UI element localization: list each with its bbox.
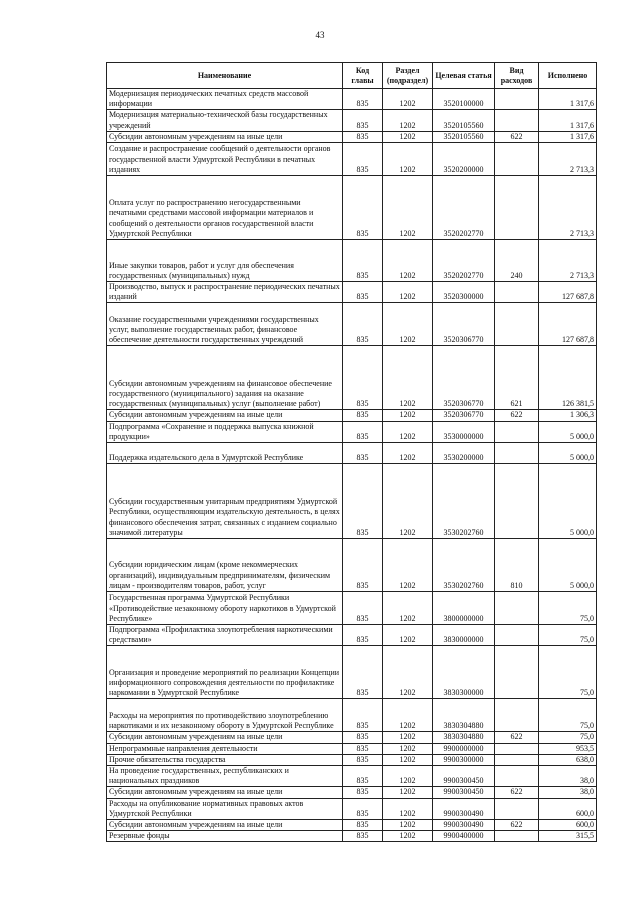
cell-executed: 2 713,3	[539, 176, 597, 240]
cell-target-article: 3530200000	[433, 443, 495, 464]
cell-executed: 75,0	[539, 646, 597, 699]
table-row	[107, 646, 597, 699]
cell-name: Иные закупки товаров, работ и услуг для обеспечения государственных (муниципальных) нужд	[107, 240, 343, 282]
cell-section: 1202	[383, 282, 433, 303]
cell-chapter-code: 835	[343, 143, 383, 176]
cell-target-article: 3520100000	[433, 89, 495, 110]
cell-executed: 2 713,3	[539, 240, 597, 282]
cell-section: 1202	[383, 798, 433, 819]
cell-expense-type: 240	[495, 240, 539, 282]
table-row	[107, 732, 597, 743]
table-row	[107, 539, 597, 592]
cell-expense-type	[495, 176, 539, 240]
cell-expense-type: 622	[495, 820, 539, 831]
cell-name: Оплата услуг по распространению негосударственными печатными средствами массовой информации материалов и сообщений о деятельности органов государственной власти Удмуртской Республики	[107, 176, 343, 240]
cell-chapter-code: 835	[343, 820, 383, 831]
cell-expense-type	[495, 464, 539, 539]
cell-section: 1202	[383, 110, 433, 131]
cell-expense-type	[495, 798, 539, 819]
cell-name: Субсидии автономным учреждениям на иные цели	[107, 787, 343, 798]
header-target-article: Целевая статья	[433, 63, 495, 89]
cell-executed: 2 713,3	[539, 143, 597, 176]
cell-section: 1202	[383, 464, 433, 539]
cell-chapter-code: 835	[343, 732, 383, 743]
table-row	[107, 176, 597, 240]
cell-chapter-code: 835	[343, 303, 383, 346]
table-row	[107, 240, 597, 282]
cell-name: Модернизация периодических печатных средств массовой информации	[107, 89, 343, 110]
cell-chapter-code: 835	[343, 443, 383, 464]
table-body	[107, 89, 597, 842]
cell-expense-type	[495, 625, 539, 646]
cell-chapter-code: 835	[343, 410, 383, 421]
table-row	[107, 110, 597, 131]
cell-chapter-code: 835	[343, 743, 383, 754]
cell-executed: 75,0	[539, 699, 597, 732]
cell-target-article: 3830304880	[433, 732, 495, 743]
table-row	[107, 766, 597, 787]
cell-chapter-code: 835	[343, 646, 383, 699]
table-row	[107, 625, 597, 646]
cell-target-article: 9900300000	[433, 754, 495, 765]
table-row	[107, 89, 597, 110]
cell-executed: 127 687,8	[539, 282, 597, 303]
cell-target-article: 9900000000	[433, 743, 495, 754]
cell-chapter-code: 835	[343, 421, 383, 442]
cell-executed: 126 381,5	[539, 346, 597, 410]
cell-executed: 5 000,0	[539, 443, 597, 464]
cell-chapter-code: 835	[343, 539, 383, 592]
cell-target-article: 3520306770	[433, 410, 495, 421]
cell-name: Расходы на опубликование нормативных правовых актов Удмуртской Республики	[107, 798, 343, 819]
table-row	[107, 798, 597, 819]
cell-expense-type: 622	[495, 410, 539, 421]
table-row	[107, 143, 597, 176]
cell-executed: 38,0	[539, 787, 597, 798]
cell-chapter-code: 835	[343, 240, 383, 282]
cell-name: Государственная программа Удмуртской Республики «Противодействие незаконному обороту наркотиков в Удмуртской Республике»	[107, 592, 343, 625]
cell-section: 1202	[383, 787, 433, 798]
cell-executed: 953,5	[539, 743, 597, 754]
cell-expense-type	[495, 421, 539, 442]
cell-section: 1202	[383, 831, 433, 842]
cell-section: 1202	[383, 646, 433, 699]
cell-section: 1202	[383, 240, 433, 282]
cell-expense-type	[495, 592, 539, 625]
cell-expense-type	[495, 699, 539, 732]
cell-section: 1202	[383, 592, 433, 625]
cell-expense-type: 622	[495, 131, 539, 142]
table-row	[107, 699, 597, 732]
cell-name: Резервные фонды	[107, 831, 343, 842]
cell-section: 1202	[383, 539, 433, 592]
cell-expense-type	[495, 766, 539, 787]
cell-expense-type: 622	[495, 787, 539, 798]
table-row	[107, 831, 597, 842]
cell-executed: 5 000,0	[539, 464, 597, 539]
cell-target-article: 3530202760	[433, 464, 495, 539]
cell-name: Субсидии автономным учреждениям на иные цели	[107, 820, 343, 831]
cell-expense-type	[495, 89, 539, 110]
cell-executed: 75,0	[539, 732, 597, 743]
cell-target-article: 3520105560	[433, 131, 495, 142]
cell-target-article: 3830300000	[433, 646, 495, 699]
table-row	[107, 787, 597, 798]
cell-section: 1202	[383, 754, 433, 765]
header-expense-type: Вид расходов	[495, 63, 539, 89]
cell-target-article: 3830000000	[433, 625, 495, 646]
cell-section: 1202	[383, 625, 433, 646]
cell-name: Подпрограмма «Профилактика злоупотребления наркотическими средствами»	[107, 625, 343, 646]
table-row	[107, 303, 597, 346]
cell-executed: 1 317,6	[539, 131, 597, 142]
cell-target-article: 3520200000	[433, 143, 495, 176]
cell-name: Прочие обязательства государства	[107, 754, 343, 765]
header-chapter-code: Код главы	[343, 63, 383, 89]
cell-expense-type	[495, 831, 539, 842]
cell-expense-type	[495, 754, 539, 765]
cell-target-article: 9900300490	[433, 820, 495, 831]
cell-expense-type	[495, 646, 539, 699]
cell-chapter-code: 835	[343, 282, 383, 303]
cell-executed: 38,0	[539, 766, 597, 787]
cell-executed: 5 000,0	[539, 421, 597, 442]
cell-target-article: 3520202770	[433, 176, 495, 240]
table-row	[107, 443, 597, 464]
cell-section: 1202	[383, 820, 433, 831]
cell-section: 1202	[383, 766, 433, 787]
cell-executed: 1 306,3	[539, 410, 597, 421]
cell-target-article: 3520105560	[433, 110, 495, 131]
cell-section: 1202	[383, 143, 433, 176]
cell-executed: 75,0	[539, 592, 597, 625]
cell-section: 1202	[383, 699, 433, 732]
cell-expense-type	[495, 282, 539, 303]
table-header-row	[107, 63, 597, 89]
cell-expense-type: 622	[495, 732, 539, 743]
cell-name: Субсидии государственным унитарным предприятиям Удмуртской Республики, осуществляющим издательскую деятельность, в целях финансового обеспечения затрат, связанных с изданием социально значимой литературы	[107, 464, 343, 539]
table-row	[107, 592, 597, 625]
cell-chapter-code: 835	[343, 592, 383, 625]
cell-target-article: 3530202760	[433, 539, 495, 592]
cell-target-article: 3520300000	[433, 282, 495, 303]
cell-target-article: 3800000000	[433, 592, 495, 625]
cell-name: Производство, выпуск и распространение периодических печатных изданий	[107, 282, 343, 303]
cell-section: 1202	[383, 743, 433, 754]
cell-chapter-code: 835	[343, 131, 383, 142]
cell-executed: 1 317,6	[539, 110, 597, 131]
cell-expense-type: 621	[495, 346, 539, 410]
cell-name: Субсидии юридическим лицам (кроме некоммерческих организаций), индивидуальным предпринимателям, физическим лицам - производителям товаров, работ, услуг	[107, 539, 343, 592]
cell-target-article: 3520306770	[433, 303, 495, 346]
cell-name: Создание и распространение сообщений о деятельности органов государственной власти Удмуртской Республики в печатных изданиях	[107, 143, 343, 176]
cell-target-article: 3520306770	[433, 346, 495, 410]
cell-expense-type	[495, 743, 539, 754]
table-row	[107, 410, 597, 421]
cell-target-article: 9900400000	[433, 831, 495, 842]
cell-chapter-code: 835	[343, 346, 383, 410]
cell-name: Непрограммные направления деятельности	[107, 743, 343, 754]
cell-expense-type	[495, 443, 539, 464]
cell-section: 1202	[383, 303, 433, 346]
cell-name: Поддержка издательского дела в Удмуртской Республике	[107, 443, 343, 464]
cell-name: Расходы на мероприятия по противодействию злоупотреблению наркотиками и их незаконному обороту в Удмуртской Республике	[107, 699, 343, 732]
header-name: Наименование	[107, 63, 343, 89]
cell-section: 1202	[383, 131, 433, 142]
cell-chapter-code: 835	[343, 798, 383, 819]
cell-executed: 75,0	[539, 625, 597, 646]
cell-chapter-code: 835	[343, 787, 383, 798]
cell-chapter-code: 835	[343, 754, 383, 765]
table-row	[107, 131, 597, 142]
cell-name: Модернизация материально-технической базы государственных учреждений	[107, 110, 343, 131]
cell-chapter-code: 835	[343, 176, 383, 240]
cell-section: 1202	[383, 443, 433, 464]
cell-executed: 600,0	[539, 798, 597, 819]
cell-chapter-code: 835	[343, 831, 383, 842]
cell-expense-type	[495, 110, 539, 131]
cell-chapter-code: 835	[343, 110, 383, 131]
cell-target-article: 9900300490	[433, 798, 495, 819]
cell-chapter-code: 835	[343, 464, 383, 539]
cell-name: Субсидии автономным учреждениям на финансовое обеспечение государственного (муниципального) задания на оказание государственных (муниципальных) услуг (выполнение работ)	[107, 346, 343, 410]
budget-table	[106, 62, 597, 842]
table-row	[107, 464, 597, 539]
cell-section: 1202	[383, 732, 433, 743]
cell-chapter-code: 835	[343, 625, 383, 646]
header-section: Раздел (подраздел)	[383, 63, 433, 89]
cell-target-article: 9900300450	[433, 766, 495, 787]
cell-executed: 5 000,0	[539, 539, 597, 592]
table-row	[107, 346, 597, 410]
cell-name: Организация и проведение мероприятий по реализации Концепции информационного сопровождения деятельности по профилактике наркомании в Удмуртской Республике	[107, 646, 343, 699]
cell-name: Подпрограмма «Сохранение и поддержка выпуска книжной продукции»	[107, 421, 343, 442]
table-row	[107, 754, 597, 765]
cell-target-article: 9900300450	[433, 787, 495, 798]
cell-expense-type	[495, 143, 539, 176]
table-row	[107, 743, 597, 754]
cell-section: 1202	[383, 410, 433, 421]
cell-executed: 600,0	[539, 820, 597, 831]
cell-executed: 1 317,6	[539, 89, 597, 110]
header-executed: Исполнено	[539, 63, 597, 89]
cell-chapter-code: 835	[343, 766, 383, 787]
cell-executed: 638,0	[539, 754, 597, 765]
cell-name: На проведение государственных, республиканских и национальных праздников	[107, 766, 343, 787]
cell-chapter-code: 835	[343, 699, 383, 732]
cell-chapter-code: 835	[343, 89, 383, 110]
cell-target-article: 3520202770	[433, 240, 495, 282]
table-row	[107, 282, 597, 303]
cell-section: 1202	[383, 346, 433, 410]
cell-name: Субсидии автономным учреждениям на иные цели	[107, 131, 343, 142]
cell-section: 1202	[383, 421, 433, 442]
cell-expense-type	[495, 303, 539, 346]
cell-section: 1202	[383, 176, 433, 240]
table-row	[107, 820, 597, 831]
cell-section: 1202	[383, 89, 433, 110]
cell-executed: 127 687,8	[539, 303, 597, 346]
cell-name: Оказание государственными учреждениями государственных услуг, выполнение государственных работ, финансовое обеспечение деятельности государственных учреждений	[107, 303, 343, 346]
table-row	[107, 421, 597, 442]
page-number: 43	[315, 30, 325, 40]
cell-executed: 315,5	[539, 831, 597, 842]
cell-target-article: 3830304880	[433, 699, 495, 732]
cell-name: Субсидии автономным учреждениям на иные цели	[107, 732, 343, 743]
cell-name: Субсидии автономным учреждениям на иные цели	[107, 410, 343, 421]
cell-expense-type: 810	[495, 539, 539, 592]
cell-target-article: 3530000000	[433, 421, 495, 442]
